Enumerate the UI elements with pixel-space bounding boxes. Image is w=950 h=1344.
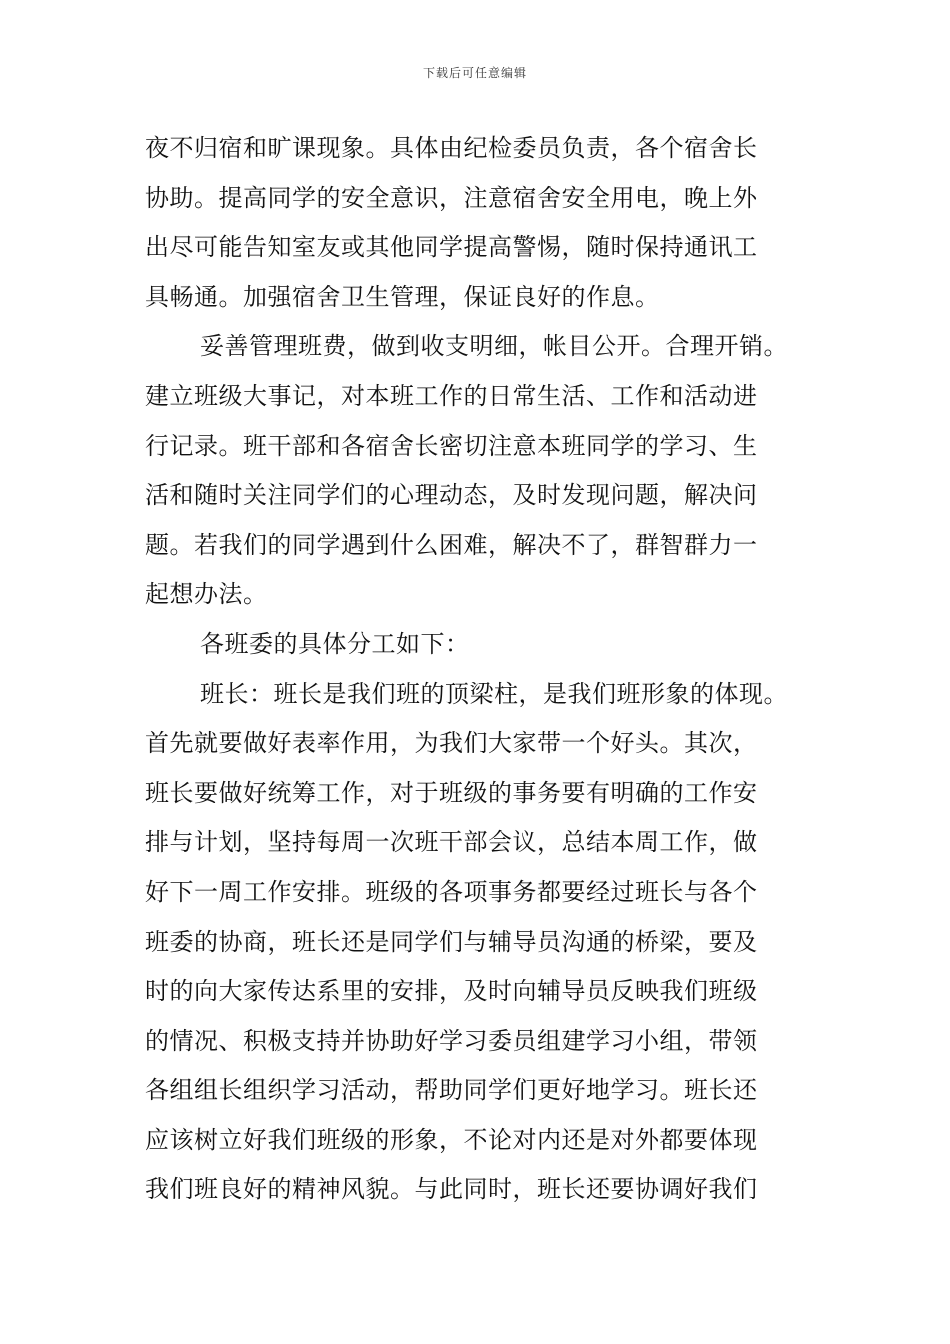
text-line: 首先就要做好表率作用，为我们大家带一个好头。其次， (145, 729, 758, 758)
text-line: 应该树立好我们班级的形象，不论对内还是对外都要体现 (145, 1125, 758, 1154)
text-line: 活和随时关注同学们的心理动态，及时发现问题，解决问 (145, 481, 758, 510)
text-line: 建立班级大事记，对本班工作的日常生活、工作和活动进 (145, 381, 758, 410)
text-line: 班长：班长是我们班的顶梁柱，是我们班形象的体现。 (200, 679, 788, 708)
text-line: 题。若我们的同学遇到什么困难，解决不了，群智群力一 (145, 530, 758, 559)
text-line: 行记录。班干部和各宿舍长密切注意本班同学的学习、生 (145, 431, 758, 460)
text-line: 出尽可能告知室友或其他同学提高警惕，随时保持通讯工 (145, 233, 758, 262)
text-line: 具畅通。加强宿舍卫生管理，保证良好的作息。 (145, 282, 660, 311)
text-line: 时的向大家传达系里的安排，及时向辅导员反映我们班级 (145, 977, 758, 1006)
text-line: 夜不归宿和旷课现象。具体由纪检委员负责，各个宿舍长 (145, 134, 758, 162)
text-line: 排与计划，坚持每周一次班干部会议，总结本周工作，做 (145, 828, 758, 857)
text-line: 我们班良好的精神风貌。与此同时，班长还要协调好我们 (145, 1175, 758, 1204)
text-line: 各班委的具体分工如下： (200, 629, 470, 658)
text-line: 好下一周工作安排。班级的各项事务都要经过班长与各个 (145, 877, 758, 906)
document-body (145, 124, 825, 1215)
page-header: 下载后可任意编辑 (422, 66, 527, 80)
text-line: 的情况、积极支持并协助好学习委员组建学习小组，带领 (145, 1026, 758, 1055)
text-line: 协助。提高同学的安全意识，注意宿舍安全用电，晚上外 (145, 183, 758, 212)
text-line: 妥善管理班费，做到收支明细，帐目公开。合理开销。 (200, 332, 788, 361)
text-line: 各组组长组织学习活动，帮助同学们更好地学习。班长还 (145, 1076, 758, 1105)
text-line: 班委的协商，班长还是同学们与辅导员沟通的桥梁，要及 (145, 927, 758, 956)
text-line: 班长要做好统筹工作，对于班级的事务要有明确的工作安 (145, 778, 758, 807)
text-line: 起想办法。 (145, 580, 268, 609)
